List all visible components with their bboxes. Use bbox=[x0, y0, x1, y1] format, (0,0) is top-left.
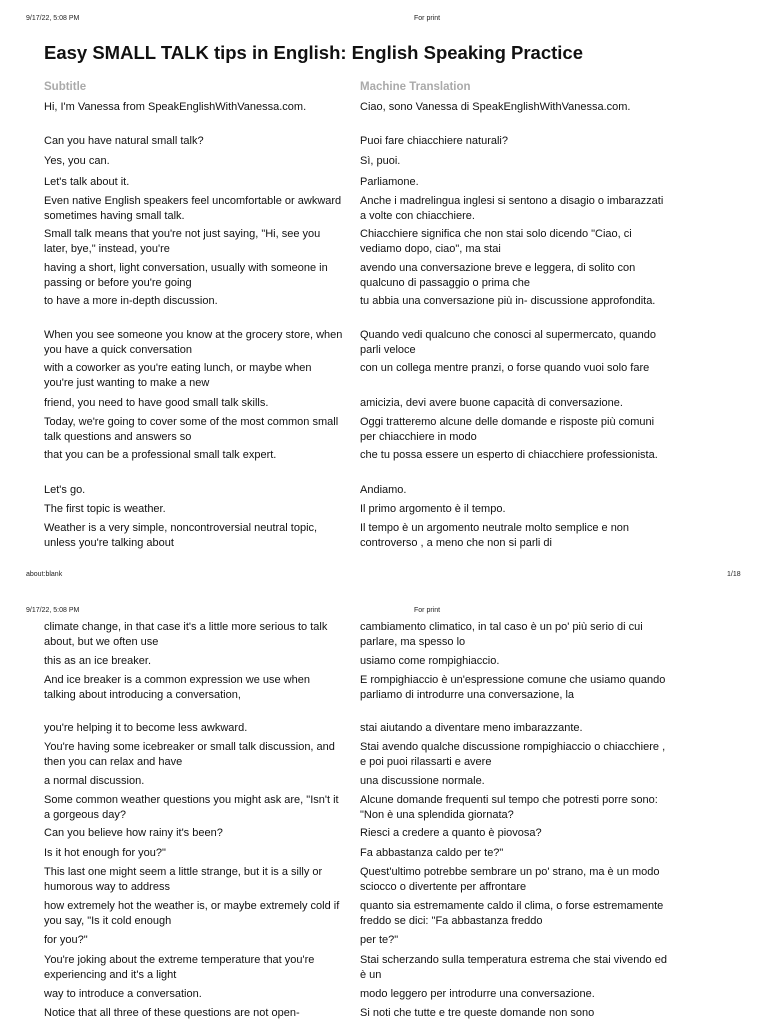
translation-segment: Puoi fare chiacchiere naturali? bbox=[360, 135, 508, 147]
subtitle-segment: When you see someone you know at the grocery store, when you have a quick conversation bbox=[44, 329, 343, 356]
translation-segment: Il tempo è un argomento neutrale molto semplice e non controverso , a meno che non si parli di bbox=[360, 522, 630, 549]
translation-segment: amicizia, devi avere buone capacità di conversazione. bbox=[360, 397, 623, 409]
translation-segment: Oggi tratteremo alcune delle domande e risposte più comuni per chiacchiere in modo bbox=[360, 416, 655, 443]
translation-segment: Chiacchiere significa che non stai solo dicendo "Ciao, ci vediamo dopo, ciao", ma stai bbox=[360, 228, 632, 255]
translation-segment: Andiamo. bbox=[360, 484, 407, 496]
subtitle-segment: Is it hot enough for you?" bbox=[44, 847, 166, 859]
subtitle-segment: Let's talk about it. bbox=[44, 176, 130, 188]
subtitle-segment: And ice breaker is a common expression we use when talking about introducing a conversation, bbox=[44, 674, 310, 701]
translation-segment: cambiamento climatico, in tal caso è un po' più serio di cui parlare, ma spesso lo bbox=[360, 621, 643, 648]
translation-segment: quanto sia estremamente caldo il clima, o forse estremamente freddo se dici: "Fa abbastanza freddo bbox=[360, 900, 664, 927]
translation-segment: Quando vedi qualcuno che conosci al supermercato, quando parli veloce bbox=[360, 329, 656, 356]
translation-segment: Riesci a credere a quanto è piovosa? bbox=[360, 827, 542, 839]
subtitle-segment: The first topic is weather. bbox=[44, 503, 166, 515]
translation-segment: stai aiutando a diventare meno imbarazzante. bbox=[360, 722, 583, 734]
subtitle-segment: Yes, you can. bbox=[44, 155, 110, 167]
subtitle-segment: You're joking about the extreme temperature that you're experiencing and it's a light bbox=[44, 954, 315, 981]
subtitle-segment: how extremely hot the weather is, or maybe extremely cold if you say, "Is it cold enough bbox=[44, 900, 340, 927]
subtitle-segment: Even native English speakers feel uncomfortable or awkward sometimes having small talk. bbox=[44, 195, 342, 222]
translation-segment: avendo una conversazione breve e leggera, di solito con qualcuno di passaggio o prima che bbox=[360, 262, 636, 289]
footer-url: about:blank bbox=[26, 571, 63, 578]
translation-segment: usiamo come rompighiaccio. bbox=[360, 655, 500, 667]
translation-segment: Il primo argomento è il tempo. bbox=[360, 503, 506, 515]
subtitle-segment: this as an ice breaker. bbox=[44, 655, 152, 667]
subtitle-segment: way to introduce a conversation. bbox=[44, 988, 202, 1000]
subtitle-segment: Small talk means that you're not just saying, "Hi, see you later, bye," instead, you're bbox=[44, 228, 321, 255]
translation-segment: Ciao, sono Vanessa di SpeakEnglishWithVanessa.com. bbox=[360, 101, 631, 113]
subtitle-segment: climate change, in that case it's a little more serious to talk about, but we often use bbox=[44, 621, 328, 648]
translation-segment: modo leggero per introdurre una conversazione. bbox=[360, 988, 595, 1000]
print-timestamp: 9/17/22, 5:08 PM bbox=[26, 607, 80, 614]
subtitle-segment: friend, you need to have good small talk skills. bbox=[44, 397, 269, 409]
subtitle-segment: that you can be a professional small talk expert. bbox=[44, 449, 277, 461]
translation-segment: per te?" bbox=[360, 934, 399, 946]
translation-segment: Parliamone. bbox=[360, 176, 419, 188]
translation-segment: che tu possa essere un esperto di chiacchiere professionista. bbox=[360, 449, 658, 461]
translation-segment: Anche i madrelingua inglesi si sentono a disagio o imbarazzati a volte con chiacchiere. bbox=[360, 195, 664, 222]
translation-segment: Fa abbastanza caldo per te?" bbox=[360, 847, 504, 859]
column-header-translation: Machine Translation bbox=[360, 81, 471, 93]
subtitle-segment: Hi, I'm Vanessa from SpeakEnglishWithVanessa.com. bbox=[44, 101, 307, 113]
subtitle-segment: you're helping it to become less awkward. bbox=[44, 722, 248, 734]
subtitle-segment: Notice that all three of these questions are not open- bbox=[44, 1007, 300, 1019]
print-timestamp: 9/17/22, 5:08 PM bbox=[26, 15, 80, 22]
subtitle-segment: Some common weather questions you might ask are, "Isn't it a gorgeous day? bbox=[44, 794, 339, 821]
translation-segment: Alcune domande frequenti sul tempo che potresti porre sono: "Non è una splendida giornata? bbox=[360, 794, 658, 821]
print-label: For print bbox=[414, 607, 441, 614]
page-number: 1/18 bbox=[727, 571, 741, 578]
subtitle-segment: Weather is a very simple, noncontroversial neutral topic, unless you're talking about bbox=[44, 522, 318, 549]
translation-segment: Stai scherzando sulla temperatura estrema che stai vivendo ed è un bbox=[360, 954, 667, 981]
subtitle-segment: for you?" bbox=[44, 934, 88, 946]
subtitle-segment: You're having some icebreaker or small talk discussion, and then you can relax and have bbox=[44, 741, 335, 768]
translation-segment: con un collega mentre pranzi, o forse quando vuoi solo fare bbox=[360, 362, 650, 374]
translation-segment: Si noti che tutte e tre queste domande non sono bbox=[360, 1007, 595, 1019]
subtitle-segment: Let's go. bbox=[44, 484, 86, 496]
translation-segment: tu abbia una conversazione più in- discussione approfondita. bbox=[360, 295, 656, 307]
column-header-subtitle: Subtitle bbox=[44, 81, 87, 93]
translation-segment: Quest'ultimo potrebbe sembrare un po' strano, ma è un modo sciocco o divertente per affrontare bbox=[360, 866, 660, 893]
subtitle-segment: Can you have natural small talk? bbox=[44, 135, 204, 147]
subtitle-segment: Today, we're going to cover some of the most common small talk questions and answers so bbox=[44, 416, 339, 443]
print-label: For print bbox=[414, 15, 441, 22]
translation-segment: E rompighiaccio è un'espressione comune che usiamo quando parliamo di introdurre una conversazione, la bbox=[360, 674, 666, 701]
subtitle-segment: This last one might seem a little strange, but it is a silly or humorous way to address bbox=[44, 866, 323, 893]
translation-segment: Stai avendo qualche discussione rompighiaccio o chiacchiere , e poi puoi rilassarti e avere bbox=[360, 741, 666, 768]
subtitle-segment: Can you believe how rainy it's been? bbox=[44, 827, 223, 839]
subtitle-segment: having a short, light conversation, usually with someone in passing or before you're going bbox=[44, 262, 328, 289]
subtitle-segment: a normal discussion. bbox=[44, 775, 145, 787]
subtitle-segment: to have a more in-depth discussion. bbox=[44, 295, 218, 307]
translation-segment: una discussione normale. bbox=[360, 775, 485, 787]
subtitle-segment: with a coworker as you're eating lunch, or maybe when you're just wanting to make a new bbox=[44, 362, 312, 389]
translation-segment: Sì, puoi. bbox=[360, 155, 401, 167]
page-title: Easy SMALL TALK tips in English: English Speaking Practice bbox=[44, 42, 584, 63]
